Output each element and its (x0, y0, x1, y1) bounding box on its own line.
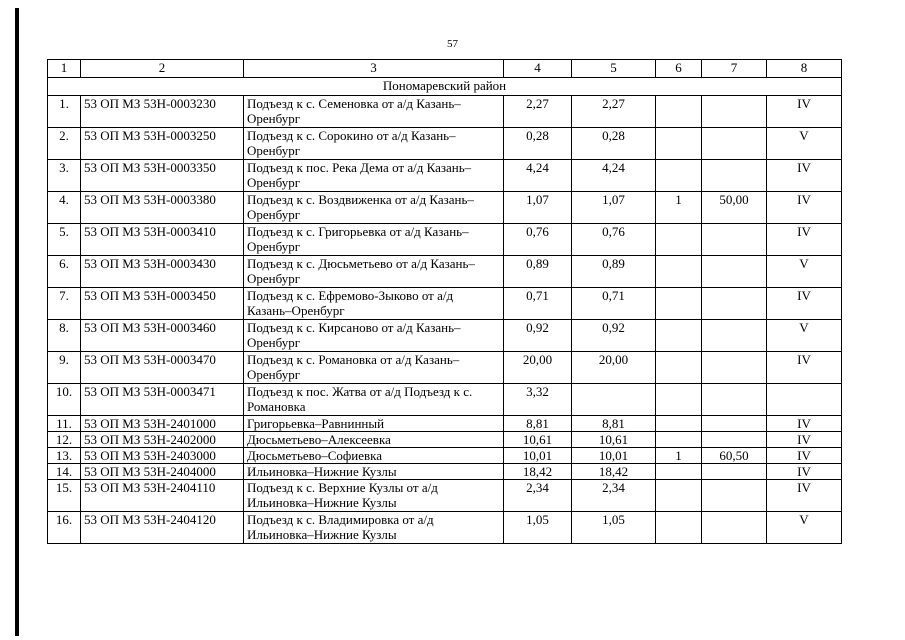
road-code: 53 ОП МЗ 53Н-2403000 (81, 448, 244, 464)
length-col7 (702, 224, 767, 256)
page-number: 57 (447, 38, 458, 50)
column-header: 2 (81, 60, 244, 78)
road-category: IV (767, 96, 842, 128)
road-category (767, 384, 842, 416)
row-number: 7. (48, 288, 81, 320)
road-name: Подъезд к с. Семеновка от а/д Казань–Оренбург (244, 96, 504, 128)
length-col7: 50,00 (702, 192, 767, 224)
length-total: 18,42 (504, 464, 572, 480)
length-total: 4,24 (504, 160, 572, 192)
road-code: 53 ОП МЗ 53Н-2401000 (81, 416, 244, 432)
road-code: 53 ОП МЗ 53Н-0003470 (81, 352, 244, 384)
road-category: IV (767, 192, 842, 224)
row-number: 2. (48, 128, 81, 160)
row-number: 14. (48, 464, 81, 480)
length-col5 (572, 384, 656, 416)
count-col6 (656, 512, 702, 544)
length-col5: 0,89 (572, 256, 656, 288)
count-col6: 1 (656, 448, 702, 464)
road-category: V (767, 320, 842, 352)
length-total: 2,27 (504, 96, 572, 128)
road-category: IV (767, 416, 842, 432)
road-name: Подъезд к с. Воздвиженка от а/д Казань–Оренбург (244, 192, 504, 224)
length-total: 10,61 (504, 432, 572, 448)
road-category: V (767, 256, 842, 288)
length-col5: 10,61 (572, 432, 656, 448)
row-number: 6. (48, 256, 81, 288)
length-col5: 0,28 (572, 128, 656, 160)
table-row (48, 480, 842, 512)
road-category: IV (767, 224, 842, 256)
length-col5: 8,81 (572, 416, 656, 432)
length-col5: 2,34 (572, 480, 656, 512)
column-header: 3 (244, 60, 504, 78)
column-header: 5 (572, 60, 656, 78)
length-col7 (702, 160, 767, 192)
count-col6 (656, 288, 702, 320)
road-code: 53 ОП МЗ 53Н-0003380 (81, 192, 244, 224)
length-col7 (702, 432, 767, 448)
road-code: 53 ОП МЗ 53Н-0003230 (81, 96, 244, 128)
length-col7 (702, 128, 767, 160)
road-code: 53 ОП МЗ 53Н-2404120 (81, 512, 244, 544)
length-col7 (702, 256, 767, 288)
count-col6 (656, 160, 702, 192)
count-col6 (656, 96, 702, 128)
length-col7 (702, 416, 767, 432)
column-header: 6 (656, 60, 702, 78)
road-name: Подъезд к с. Ефремово-Зыково от а/д Казань–Оренбург (244, 288, 504, 320)
road-code: 53 ОП МЗ 53Н-0003410 (81, 224, 244, 256)
road-name: Подъезд к пос. Река Дема от а/д Казань–Оренбург (244, 160, 504, 192)
road-code: 53 ОП МЗ 53Н-2402000 (81, 432, 244, 448)
road-code: 53 ОП МЗ 53Н-0003460 (81, 320, 244, 352)
length-total: 0,92 (504, 320, 572, 352)
table-row (48, 320, 842, 352)
row-number: 3. (48, 160, 81, 192)
road-name: Подъезд к с. Верхние Кузлы от а/д Ильиновка–Нижние Кузлы (244, 480, 504, 512)
length-col7: 60,50 (702, 448, 767, 464)
row-number: 12. (48, 432, 81, 448)
table-row (48, 192, 842, 224)
road-name: Подъезд к пос. Жатва от а/д Подъезд к с. Романовка (244, 384, 504, 416)
count-col6 (656, 416, 702, 432)
column-header: 8 (767, 60, 842, 78)
road-table (47, 59, 842, 544)
length-total: 0,71 (504, 288, 572, 320)
length-col7 (702, 352, 767, 384)
row-number: 13. (48, 448, 81, 464)
count-col6 (656, 384, 702, 416)
row-number: 11. (48, 416, 81, 432)
road-category: V (767, 128, 842, 160)
length-col5: 0,92 (572, 320, 656, 352)
count-col6 (656, 464, 702, 480)
length-col5: 0,71 (572, 288, 656, 320)
length-col7 (702, 96, 767, 128)
length-total: 0,76 (504, 224, 572, 256)
length-col5: 1,05 (572, 512, 656, 544)
road-category: IV (767, 288, 842, 320)
length-col5: 4,24 (572, 160, 656, 192)
road-code: 53 ОП МЗ 53Н-0003250 (81, 128, 244, 160)
count-col6 (656, 224, 702, 256)
row-number: 15. (48, 480, 81, 512)
road-code: 53 ОП МЗ 53Н-2404110 (81, 480, 244, 512)
table-row (48, 432, 842, 448)
length-total: 20,00 (504, 352, 572, 384)
column-header-row (48, 60, 842, 78)
count-col6 (656, 128, 702, 160)
length-total: 8,81 (504, 416, 572, 432)
count-col6 (656, 256, 702, 288)
count-col6: 1 (656, 192, 702, 224)
length-col7 (702, 464, 767, 480)
count-col6 (656, 352, 702, 384)
table-row (48, 256, 842, 288)
table-row (48, 448, 842, 464)
road-name: Подъезд к с. Григорьевка от а/д Казань–Оренбург (244, 224, 504, 256)
length-col7 (702, 480, 767, 512)
road-name: Григорьевка–Равнинный (244, 416, 504, 432)
row-number: 4. (48, 192, 81, 224)
road-name: Подъезд к с. Романовка от а/д Казань–Оренбург (244, 352, 504, 384)
road-category: IV (767, 464, 842, 480)
row-number: 8. (48, 320, 81, 352)
row-number: 1. (48, 96, 81, 128)
road-name: Подъезд к с. Кирсаново от а/д Казань–Оренбург (244, 320, 504, 352)
road-code: 53 ОП МЗ 53Н-2404000 (81, 464, 244, 480)
scan-edge-line (15, 8, 19, 636)
road-name: Дюсьметьево–Софиевка (244, 448, 504, 464)
length-col7 (702, 512, 767, 544)
road-name: Дюсьметьево–Алексеевка (244, 432, 504, 448)
road-code: 53 ОП МЗ 53Н-0003430 (81, 256, 244, 288)
road-name: Подъезд к с. Владимировка от а/д Ильиновка–Нижние Кузлы (244, 512, 504, 544)
road-category: V (767, 512, 842, 544)
count-col6 (656, 320, 702, 352)
length-col7 (702, 384, 767, 416)
table-row (48, 384, 842, 416)
length-total: 1,07 (504, 192, 572, 224)
table-row (48, 224, 842, 256)
length-total: 0,89 (504, 256, 572, 288)
length-col5: 1,07 (572, 192, 656, 224)
road-category: IV (767, 432, 842, 448)
length-total: 3,32 (504, 384, 572, 416)
table-row (48, 96, 842, 128)
table-row (48, 416, 842, 432)
length-total: 2,34 (504, 480, 572, 512)
road-category: IV (767, 160, 842, 192)
row-number: 9. (48, 352, 81, 384)
section-title: Пономаревский район (48, 78, 842, 96)
table-row (48, 128, 842, 160)
road-name: Подъезд к с. Дюсьметьево от а/д Казань–Оренбург (244, 256, 504, 288)
road-code: 53 ОП МЗ 53Н-0003450 (81, 288, 244, 320)
length-col5: 10,01 (572, 448, 656, 464)
table-row (48, 512, 842, 544)
road-name: Ильиновка–Нижние Кузлы (244, 464, 504, 480)
length-col5: 0,76 (572, 224, 656, 256)
row-number: 5. (48, 224, 81, 256)
length-col7 (702, 288, 767, 320)
length-total: 10,01 (504, 448, 572, 464)
section-row (48, 78, 842, 96)
road-category: IV (767, 352, 842, 384)
table-row (48, 352, 842, 384)
count-col6 (656, 480, 702, 512)
length-total: 0,28 (504, 128, 572, 160)
table-row (48, 160, 842, 192)
road-name: Подъезд к с. Сорокино от а/д Казань–Оренбург (244, 128, 504, 160)
table-row (48, 464, 842, 480)
length-col5: 18,42 (572, 464, 656, 480)
column-header: 1 (48, 60, 81, 78)
column-header: 7 (702, 60, 767, 78)
road-code: 53 ОП МЗ 53Н-0003471 (81, 384, 244, 416)
road-code: 53 ОП МЗ 53Н-0003350 (81, 160, 244, 192)
length-col7 (702, 320, 767, 352)
table-row (48, 288, 842, 320)
road-category: IV (767, 448, 842, 464)
row-number: 10. (48, 384, 81, 416)
column-header: 4 (504, 60, 572, 78)
length-col5: 2,27 (572, 96, 656, 128)
row-number: 16. (48, 512, 81, 544)
count-col6 (656, 432, 702, 448)
length-total: 1,05 (504, 512, 572, 544)
length-col5: 20,00 (572, 352, 656, 384)
road-category: IV (767, 480, 842, 512)
